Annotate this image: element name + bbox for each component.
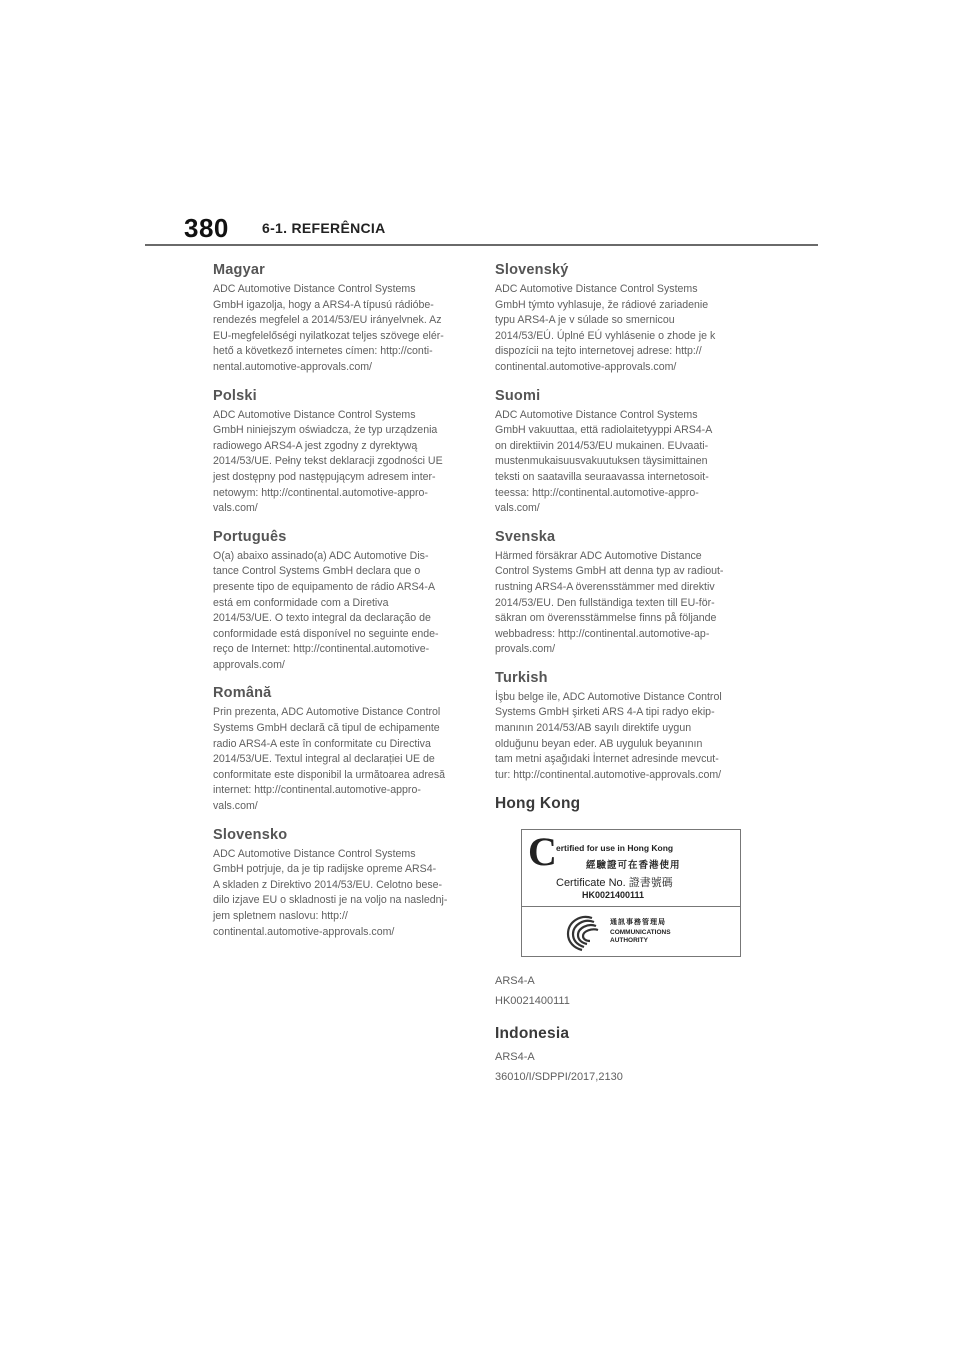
section-title: Slovenský <box>495 262 569 278</box>
section-svenska <box>495 529 751 658</box>
section-title: Turkish <box>495 669 548 686</box>
page-header <box>0 0 960 250</box>
section-hong-kong <box>495 795 751 1011</box>
section-indonesia <box>495 1025 751 1087</box>
section-turkish <box>495 670 751 784</box>
section-text: ADC Automotive Distance Control Systems GmbH potrjuje, da je tip radijske opreme ARS4- A skladen z Direktivo 2014/53/EU. Celotno bese- dilo izjave EU o skladnosti je na voljo na naslednj- jem spletnem naslovu: http:// continental.automotive-approvals.com/ <box>213 847 448 938</box>
section-text: O(a) abaixo assinado(a) ADC Automotive Dis- tance Control Systems GmbH declara que o presente tipo de equipamento de rádio ARS4-A está em conformidade com a Diretiva 2014/53/UE. O texto integral da declaração de conformidade está disponível no seguinte ende- reço de Internet: http://continental.automotive- approvals.com/ <box>213 549 439 671</box>
hong-kong-codes <box>495 971 751 1011</box>
section-title: Magyar <box>213 262 265 278</box>
right-column <box>495 262 751 1099</box>
certificate-top-panel <box>522 830 740 907</box>
section-text: Härmed försäkrar ADC Automotive Distance Control Systems GmbH att denna typ av radiout- rustning ARS4-A överensstämmer med direktiv 2014/53/EU. Den fullständiga texten till EU-för- säkran om överensstämmelse finns på följande webbadress: http://continental.automotive-ap- provals.com/ <box>495 549 724 656</box>
certificate-number-label: Certificate No. 證書號碼 <box>556 877 673 890</box>
indonesia-model: ARS4-A <box>495 1051 535 1064</box>
section-title: Hong Kong <box>495 795 581 813</box>
section-title: Português <box>213 528 287 545</box>
header-rule <box>145 244 818 246</box>
section-text: ADC Automotive Distance Control Systems GmbH igazolja, hogy a ARS4-A típusú rádióbe- rendezés megfelel a 2014/53/EU irányelvnek. Az EU-megfelelőségi nyilatkozat teljes szövege elér- hető a következő internetes címen: http://conti- nental.automotive-approvals.com/ <box>213 283 444 373</box>
hong-kong-certificate-label <box>521 829 741 957</box>
authority-english-name: COMMUNICATIONS AUTHORITY <box>610 929 671 945</box>
indonesia-code: 36010/I/SDPPI/2017,2130 <box>495 1071 623 1084</box>
section-title: Svenska <box>495 528 556 545</box>
section-text: ADC Automotive Distance Control Systems GmbH týmto vyhlasuje, že rádiové zariadenie typu ARS4-A je v súlade so smernicou 2014/53/EÚ. Úplné EÚ vyhlásenie o zhode je k dispozícii na tejto internetovej adrese: http:// continental.automotive-approvals.com/ <box>495 283 716 373</box>
section-title: Suomi <box>495 387 541 404</box>
page-number: 380 <box>184 213 229 243</box>
certificate-chinese-text: 經驗證可在香港使用 <box>586 860 681 872</box>
indonesia-codes <box>495 1047 751 1087</box>
section-text: İşbu belge ile, ADC Automotive Distance Control Systems GmbH şirketi ARS 4-A tipi radyo ekip- manının 2014/53/AB sayılı direktife uygun olduğunu beyan eder. AB uyguluk beyanının tam metni aşağıdaki İnternet adresinde mevcut- tur: http://continental.automotive-approvals.com/ <box>495 690 722 781</box>
authority-chinese-name: 通訊事務管理局 <box>610 919 666 927</box>
hong-kong-model: ARS4-A <box>495 975 535 988</box>
left-column <box>213 262 469 952</box>
section-title: Polski <box>213 387 257 404</box>
section-magyar <box>213 262 469 376</box>
section-title: Indonesia <box>495 1025 570 1043</box>
section-text: ADC Automotive Distance Control Systems GmbH niniejszym oświadcza, że typ urządzenia radiowego ARS4-A jest zgodny z dyrektywą 2014/53/UE. Pełny tekst deklaracji zgodności UE jest dostępny pod następującym adresem inter- netowym: http://continental.automotive-appro- vals.com/ <box>213 408 443 515</box>
section-text: Prin prezenta, ADC Automotive Distance Control Systems GmbH declară că tipul de echipamente radio ARS4-A este în conformitate cu Directiva 2014/53/UE. Textul integral al declarației UE de conformitate este disponibil la următoarea adresă internet: http://continental.automotive-appro- vals.com/ <box>213 706 446 813</box>
section-text: ADC Automotive Distance Control Systems GmbH vakuuttaa, että radiolaitetyyppi ARS4-A on direktiivin 2014/53/EU mukainen. EUvaati- mustenmukaisuusvakuutuksen täysimittainen teksti on saatavilla seuraavassa internetosoit- teessa: http://continental.automotive-appro- vals.com/ <box>495 408 713 515</box>
certificate-number: HK0021400111 <box>582 890 645 901</box>
section-portugues <box>213 529 469 674</box>
section-slovensko <box>213 827 469 941</box>
certificate-authority-panel <box>522 908 740 956</box>
hong-kong-code: HK0021400111 <box>495 995 570 1008</box>
section-polski <box>213 388 469 517</box>
certificate-certified-text: ertified for use in Hong Kong <box>556 843 674 854</box>
section-title: Slovensko <box>213 826 288 843</box>
certificate-c-letter: C <box>528 829 557 875</box>
communications-authority-logo-icon <box>562 912 604 952</box>
section-title: Română <box>213 685 272 702</box>
section-romana <box>213 685 469 814</box>
section-suomi <box>495 388 751 517</box>
section-slovensky <box>495 262 751 376</box>
section-label: 6-1. REFERÊNCIA <box>262 220 386 236</box>
